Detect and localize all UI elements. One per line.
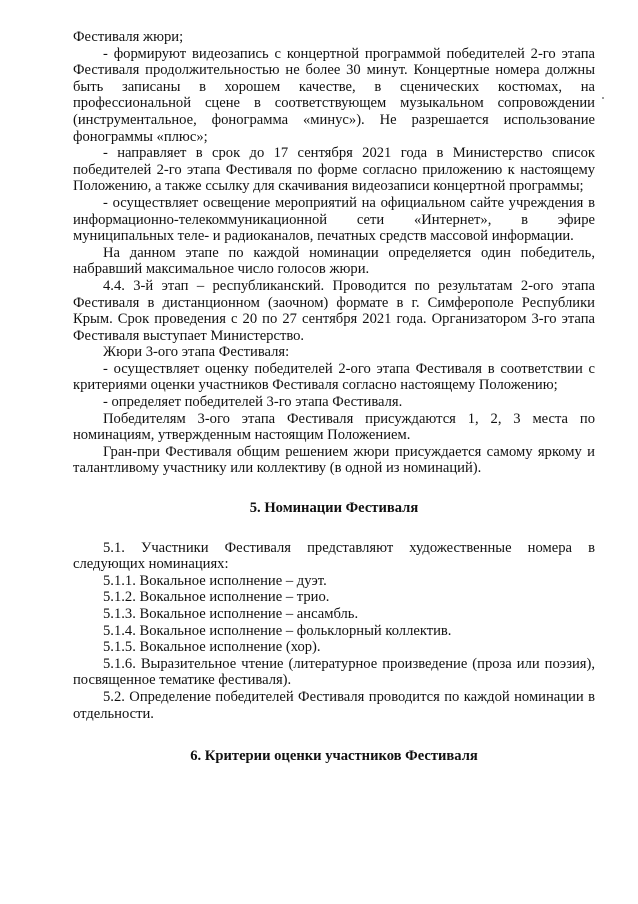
paragraph-jury-determines: - определяет победителей 3-го этапа Фестиваля. xyxy=(103,394,403,411)
paragraph-video-recording: - формируют видеозапись с концертной программой победителей 2-го этапа Фестиваля продолжительностью не более 30 минут. Концертные номера должны быть записаны в хорошем качестве, в сценических костюмах, на профессиональной сцене в соответствующем музыкальном сопровождении (инструментальное, фонограмма «минус»). Не разрешается использование фонограммы «плюс»; xyxy=(73,45,595,145)
nomination-item: 5.1.3. Вокальное исполнение – ансамбль. xyxy=(103,606,359,622)
paragraph-places-awarded: Победителям 3-ого этапа Фестиваля присуждаются 1, 2, 3 места по номинациям, утвержденным настоящим Положением. xyxy=(73,410,595,444)
nomination-item: 5.1.2. Вокальное исполнение – трио. xyxy=(103,589,330,606)
scan-speck xyxy=(602,97,604,99)
nominations-list xyxy=(73,573,595,689)
nomination-item: 5.1.4. Вокальное исполнение – фольклорный коллектив. xyxy=(103,622,452,639)
section-5-closing: 5.2. Определение победителей Фестиваля проводится по каждой номинации в отдельности. xyxy=(73,688,595,722)
paragraph-stage-3: 4.4. 3-й этап – республиканский. Проводится по результатам 2-ого этапа Фестиваля в дистанционном (заочном) формате в г. Симферополе Республики Крым. Срок проведения с 20 по 27 сентября 2021 года. Организатором 3-го этапа Фестиваля выступает Министерство. xyxy=(73,277,595,344)
nomination-item: 5.1.5. Вокальное исполнение (хор). xyxy=(103,639,321,656)
paragraph-jury-evaluates: - осуществляет оценку победителей 2-ого этапа Фестиваля в соответствии с критериями оценки участников Фестиваля согласно настоящему Положению; xyxy=(73,360,595,394)
paragraph-stage-winner: На данном этапе по каждой номинации определяется один победитель, набравший максимальное число голосов жюри. xyxy=(73,244,595,278)
paragraph-grand-prix: Гран-при Фестиваля общим решением жюри присуждается самому яркому и талантливому участнику или коллективу (в одной из номинаций). xyxy=(73,443,595,477)
section-5-heading: 5. Номинации Фестиваля xyxy=(249,500,419,517)
section-6-heading: 6. Критерии оценки участников Фестиваля xyxy=(190,748,478,765)
nomination-item: 5.1.1. Вокальное исполнение – дуэт. xyxy=(103,572,327,589)
paragraph-media-coverage: - осуществляет освещение мероприятий на официальном сайте учреждения в информационно-телекоммуникационной сети «Интернет», в эфире муниципальных теле- и радиоканалов, печатных средств массовой информации. xyxy=(73,194,595,245)
paragraph-send-list: - направляет в срок до 17 сентября 2021 года в Министерство список победителей 2-го этапа Фестиваля по форме согласно приложению к настоящему Положению, а также ссылку для скачивания видеозаписи концертной программы; xyxy=(73,145,595,195)
paragraph-continuation: Фестиваля жюри; xyxy=(73,29,184,45)
paragraph-jury-3: Жюри 3-ого этапа Фестиваля: xyxy=(103,344,290,361)
section-5-intro: 5.1. Участники Фестиваля представляют художественные номера в следующих номинациях: xyxy=(73,539,595,573)
document-body xyxy=(73,29,595,765)
nomination-item: 5.1.6. Выразительное чтение (литературное произведение (проза или поэзия), посвященное тематике фестиваля). xyxy=(73,655,595,689)
